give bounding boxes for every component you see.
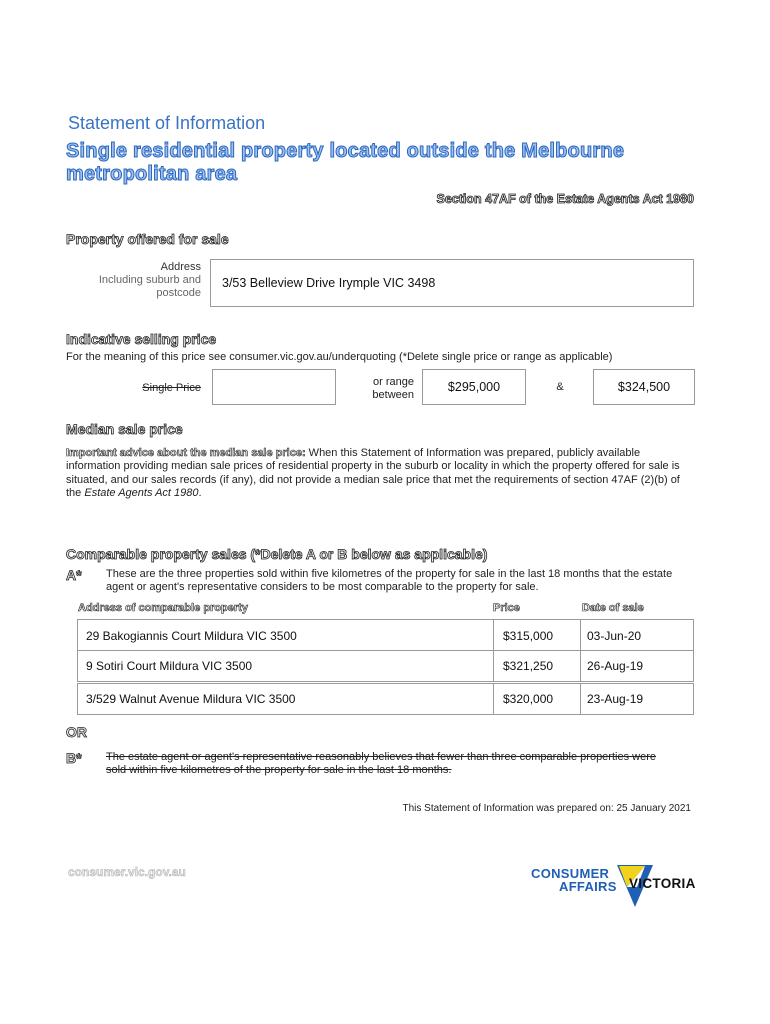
row-price: $315,000	[503, 629, 554, 643]
median-advice: Important advice about the median sale price: When this Statement of Information was prepared, publicly available information providing median sale prices of residential property in the suburb or locality in which the property offered for sale is situated, and our sales records (if any), did not provide a median sale price that met the requirements of section 47AF (2)(b) of the Estate Agents Act 1980.	[66, 447, 680, 500]
column-divider	[493, 683, 494, 715]
website-link[interactable]: consumer.vic.gov.au	[68, 865, 186, 879]
column-divider	[493, 619, 494, 651]
property-heading: Property offered for sale	[66, 231, 229, 247]
indicative-heading: Indicative selling price	[66, 331, 217, 347]
row-address: 3/529 Walnut Avenue Mildura VIC 3500	[86, 692, 296, 706]
row-address: 9 Sotiri Court Mildura VIC 3500	[86, 659, 253, 673]
row-date: 26-Aug-19	[587, 659, 644, 673]
consumer-affairs-victoria-logo: CONSUMER AFFAIRS VICTORIA	[531, 865, 701, 913]
row-address: 29 Bakogiannis Court Mildura VIC 3500	[86, 629, 297, 643]
column-divider	[580, 619, 581, 651]
row-price: $321,250	[503, 659, 554, 673]
row-date: 03-Jun-20	[587, 629, 642, 643]
address-label: Address Including suburb and postcode	[98, 261, 201, 299]
indicative-note: For the meaning of this price see consumer.vic.gov.au/underquoting (*Delete single price or range as applicable)	[66, 351, 613, 363]
subtitle: Statement of Information	[68, 113, 266, 133]
act-reference: Section 47AF of the Estate Agents Act 1980	[436, 192, 694, 206]
col-header-address: Address of comparable property	[78, 602, 248, 614]
option-a-marker: A*	[66, 567, 82, 583]
column-divider	[580, 650, 581, 682]
address-value: 3/53 Belleview Drive Irymple VIC 3498	[222, 276, 436, 290]
range-label: or range between	[372, 376, 414, 401]
ampersand: &	[556, 381, 564, 393]
median-heading: Median sale price	[66, 421, 183, 437]
single-price-field[interactable]	[212, 369, 336, 405]
or-separator: OR	[66, 724, 87, 740]
price-low-value: $295,000	[447, 380, 501, 394]
column-divider	[493, 650, 494, 682]
option-a-text: These are the three properties sold within five kilometres of the property for sale in the last 18 months that the estate agent or agent's representative considers to be most comparable to the property for sale.	[106, 568, 673, 594]
single-price-label: Single Price	[142, 382, 201, 394]
price-high-value: $324,500	[617, 380, 671, 394]
row-price: $320,000	[503, 692, 554, 706]
page-title: Single residential property located outside the Melbourne metropolitan area	[66, 140, 625, 185]
prepared-date: This Statement of Information was prepared on: 25 January 2021	[402, 803, 691, 814]
row-date: 23-Aug-19	[587, 692, 644, 706]
comparable-heading: Comparable property sales (*Delete A or B below as applicable)	[66, 546, 488, 562]
col-header-date: Date of sale	[582, 602, 644, 614]
option-b-text: The estate agent or agent's representative reasonably believes that fewer than three comparable properties were sold within five kilometres of the property for sale in the last 18 months.	[106, 751, 656, 777]
option-b-marker: B*	[66, 750, 82, 766]
col-header-price: Price	[493, 602, 520, 614]
column-divider	[580, 683, 581, 715]
